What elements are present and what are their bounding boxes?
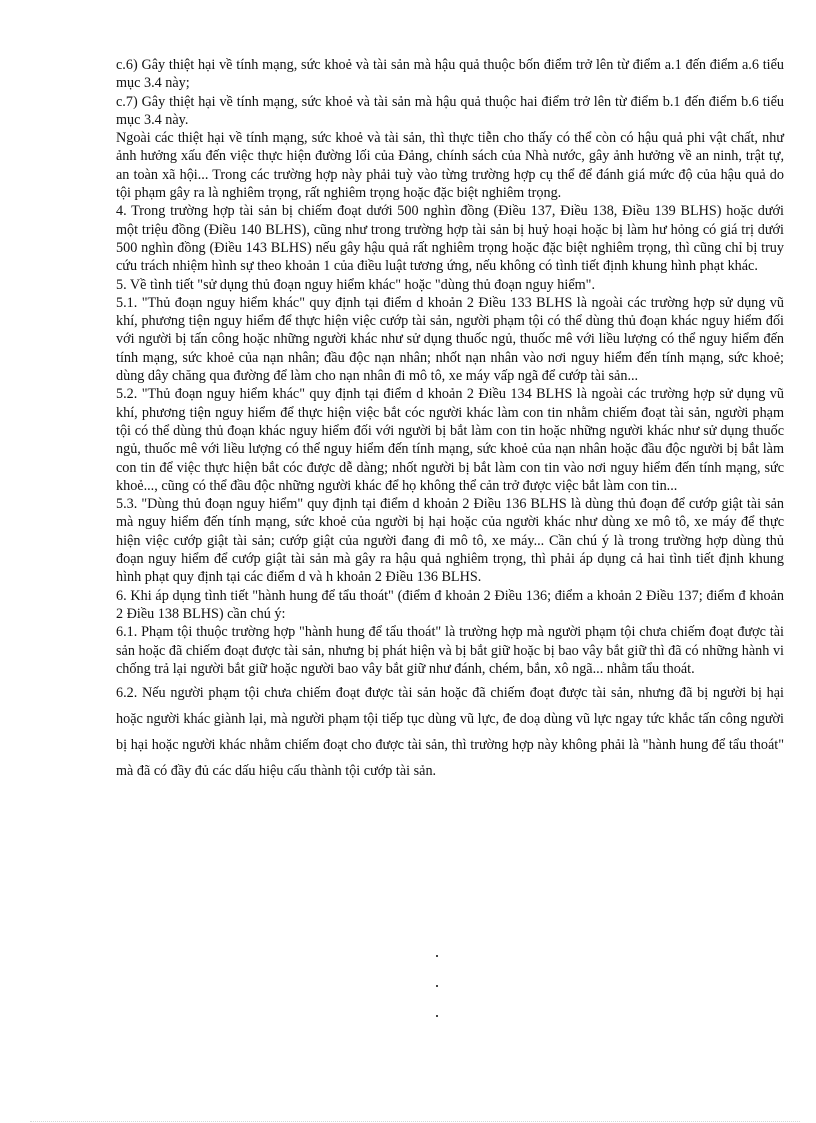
paragraph-5-3: 5.3. "Dùng thủ đoạn nguy hiểm" quy định tại điểm d khoản 2 Điều 136 BLHS là dùng thủ đoạn để cướp giật tài sản mà nguy hiểm đến tính mạng, sức khoẻ của người bị hại hoặc của người khác như dùng xe mô tô, xe máy để thực hiện việc cướp giật tài sản; cướp giật của người đang đi mô tô, xe máy... Cần chú ý là trong trường hợp dùng thủ đoạn nguy hiểm để cướp giật tài sản mà gây ra hậu quả nghiêm trọng, thì phải áp dụng cả hai tình tiết định khung hình phạt quy định tại các điểm d và h khoản 2 Điều 136 BLHS. <box>116 496 784 586</box>
paragraph-6-1: 6.1. Phạm tội thuộc trường hợp "hành hung để tẩu thoát" là trường hợp mà người phạm tội chưa chiếm đoạt được tài sản hoặc đã chiếm đoạt được tài sản, nhưng bị phát hiện và bị bắt giữ hoặc bị bao vây bắt giữ thì đã có những hành vi chống trả lại người bắt giữ hoặc người bao vây bắt giữ như đánh, chém, bắn, xô ngã... nhằm tẩu thoát. <box>116 624 784 677</box>
paragraph-non-material-damage: Ngoài các thiệt hại về tính mạng, sức khoẻ và tài sản, thì thực tiễn cho thấy có thể còn có hậu quả phi vật chất, như ảnh hưởng xấu đến việc thực hiện đường lối của Đảng, chính sách của Nhà nước, gây ảnh hưởng về an ninh, trật tự, an toàn xã hội... Trong các trường hợp này phải tuỳ vào từng trường hợp cụ thể để đánh giá mức độ của hậu quả do tội phạm gây ra là nghiêm trọng, rất nghiêm trọng hoặc đặc biệt nghiêm trọng. <box>116 130 784 202</box>
dot-mark <box>436 985 438 987</box>
paragraph-c7: c.7) Gây thiệt hại về tính mạng, sức khoẻ và tài sản mà hậu quả thuộc hai điểm trở lên từ điểm b.1 đến điểm b.6 tiểu mục 3.4 này. <box>116 93 784 128</box>
page-bottom-divider <box>30 1121 800 1122</box>
paragraph-4: 4. Trong trường hợp tài sản bị chiếm đoạt dưới 500 nghìn đồng (Điều 137, Điều 138, Điều 139 BLHS) hoặc dưới một triệu đồng (Điều 140 BLHS), cũng như trong trường hợp tài sản bị huỷ hoại hoặc bị làm hư hỏng có giá trị dưới 500 nghìn đồng (Điều 143 BLHS) nếu gây hậu quả rất nghiêm trọng hoặc đặc biệt nghiêm trọng, thì cũng chỉ bị truy cứu trách nhiệm hình sự theo khoản 1 của điều luật tương ứng, nếu không có tình tiết định khung hình phạt khác. <box>116 203 784 275</box>
paragraph-5: 5. Về tình tiết "sử dụng thủ đoạn nguy hiểm khác" hoặc "dùng thủ đoạn nguy hiểm". <box>116 276 596 293</box>
dot-mark <box>436 955 438 957</box>
paragraph-c6: c.6) Gây thiệt hại về tính mạng, sức khoẻ và tài sản mà hậu quả thuộc bốn điểm trở lên từ điểm a.1 đến điểm a.6 tiểu mục 3.4 này; <box>116 57 784 92</box>
document-body <box>116 56 784 784</box>
paragraph-5-1: 5.1. "Thủ đoạn nguy hiểm khác" quy định tại điểm d khoản 2 Điều 133 BLHS là ngoài các trường hợp sử dụng vũ khí, phương tiện nguy hiểm để thực hiện việc cướp tài sản, người phạm tội có thể dùng thủ đoạn khác nguy hiểm đối với người bị tấn công hoặc những người khác như sử dụng thuốc ngủ, thuốc mê với liều lượng có thể nguy hiểm đến tính mạng, sức khoẻ của nạn nhân; đầu độc nạn nhân; nhốt nạn nhân vào nơi nguy hiểm đến tính mạng, sức khoẻ; dùng dây chăng qua đường để làm cho nạn nhân đi mô tô, xe máy vấp ngã để cướp tài sản... <box>116 294 784 385</box>
paragraph-6: 6. Khi áp dụng tình tiết "hành hung để tẩu thoát" (điểm đ khoản 2 Điều 136; điểm a khoản 2 Điều 137; điểm đ khoản 2 Điều 138 BLHS) cần chú ý: <box>116 587 784 622</box>
dot-mark <box>436 1015 438 1017</box>
paragraph-5-2: 5.2. "Thủ đoạn nguy hiểm khác" quy định tại điểm d khoản 2 Điều 134 BLHS là ngoài các trường hợp sử dụng vũ khí, phương tiện nguy hiểm để thực hiện việc bắt cóc người khác làm con tin nhằm chiếm đoạt tài sản, người phạm tội có thể dùng thủ đoạn khác nguy hiểm đối với người bị bắt làm con tin hoặc những người khác như sử dụng thuốc ngủ, thuốc mê với liều lượng có thể nguy hiểm đến tính mạng, sức khoẻ của nạn nhân hoặc đầu độc người bị bắt làm con tin để việc thực hiện bắt cóc được dễ dàng; nhốt người bị bắt làm con tin vào nơi nguy hiểm đến tính mạng, sức khoẻ..., cũng có thể đầu độc những người khác để họ không thể cản trở được việc bắt làm con tin... <box>116 386 784 494</box>
page-end-dots <box>436 955 446 1045</box>
paragraph-6-2: 6.2. Nếu người phạm tội chưa chiếm đoạt được tài sản hoặc đã chiếm đoạt được tài sản, nhưng đã bị người bị hại hoặc người khác giành lại, mà người phạm tội tiếp tục dùng vũ lực, đe doạ dùng vũ lực ngay tức khắc tấn công người bị hại hoặc người khác nhằm chiếm đoạt cho được tài sản, thì trường hợp này không phải là "hành hung để tẩu thoát" mà đã có đầy đủ các dấu hiệu cấu thành tội cướp tài sản. <box>116 685 784 780</box>
